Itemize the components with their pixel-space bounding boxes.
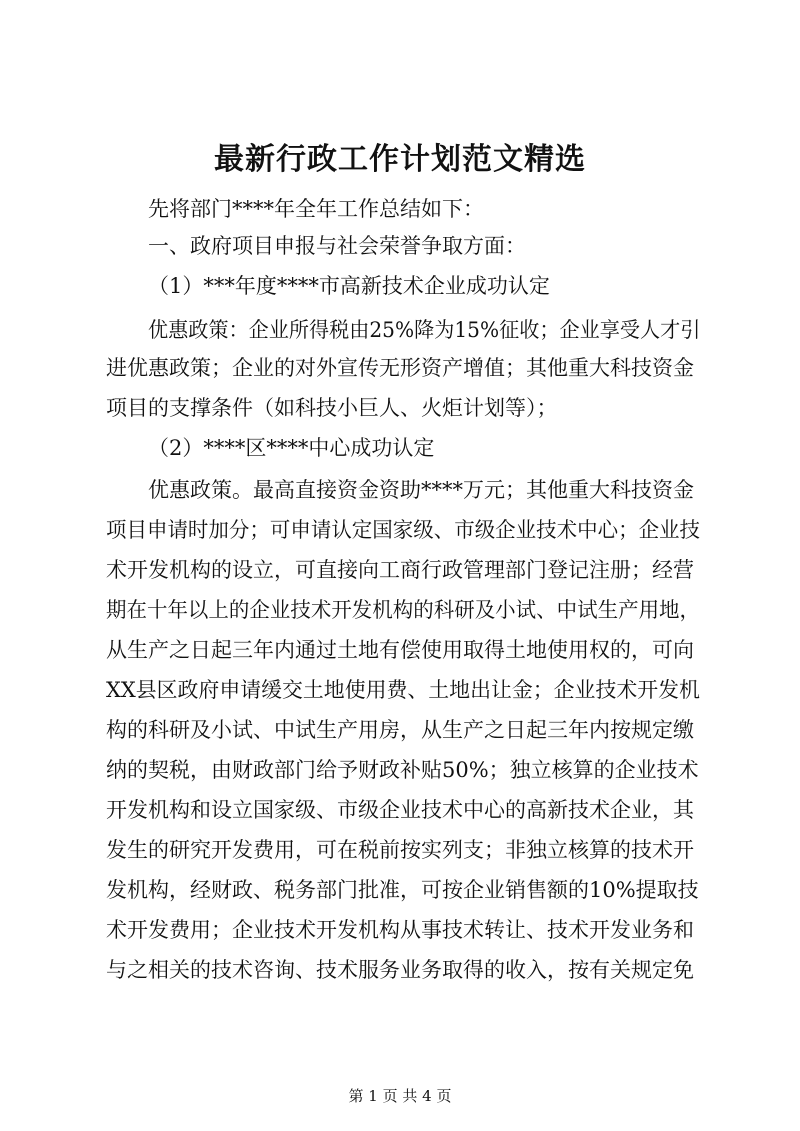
paragraph-line: 发生的研究开发费用，可在税前按实列支；非独立核算的技术开 [106, 838, 694, 862]
section-heading: 一、政府项目申报与社会荣誉争取方面： [148, 234, 526, 258]
subsection-heading: （1）***年度****市高新技术企业成功认定 [148, 274, 550, 298]
paragraph-line: 项目申请时加分；可申请认定国家级、市级企业技术中心；企业技 [106, 518, 701, 542]
page-title: 最新行政工作计划范文精选 [214, 142, 586, 177]
paragraph-line: 发机构，经财政、税务部门批准，可按企业销售额的10%提取技 [106, 878, 699, 902]
paragraph-line: 期在十年以上的企业技术开发机构的科研及小试、中试生产用地， [106, 598, 701, 622]
paragraph-line: 项目的支撑条件（如科技小巨人、火炬计划等）； [106, 396, 558, 420]
paragraph-line: 从生产之日起三年内通过土地有偿使用取得土地使用权的，可向 [106, 638, 694, 662]
paragraph-line: 开发机构和设立国家级、市级企业技术中心的高新技术企业，其 [106, 798, 694, 822]
paragraph-line: 优惠政策：企业所得税由25%降为15%征收；企业享受人才引 [148, 318, 701, 342]
paragraph-line: 构的科研及小试、中试生产用房，从生产之日起三年内按规定缴 [106, 718, 694, 742]
paragraph-line: 术开发费用；企业技术开发机构从事技术转让、技术开发业务和 [106, 918, 694, 942]
page-footer: 第 1 页 共 4 页 [348, 1087, 452, 1105]
paragraph-line: 先将部门****年全年工作总结如下： [148, 197, 484, 221]
paragraph-line: 与之相关的技术咨询、技术服务业务取得的收入，按有关规定免 [106, 958, 694, 982]
paragraph-line: 术开发机构的设立，可直接向工商行政管理部门登记注册；经营 [106, 558, 694, 582]
subsection-heading: （2）****区****中心成功认定 [148, 436, 435, 460]
paragraph-line: 进优惠政策；企业的对外宣传无形资产增值；其他重大科技资金 [106, 356, 694, 380]
paragraph-line: XX县区政府申请缓交土地使用费、土地出让金；企业技术开发机 [106, 678, 700, 702]
paragraph-line: 纳的契税，由财政部门给予财政补贴50%；独立核算的企业技术 [106, 758, 699, 782]
paragraph-line: 优惠政策。最高直接资金资助****万元；其他重大科技资金 [148, 478, 694, 502]
